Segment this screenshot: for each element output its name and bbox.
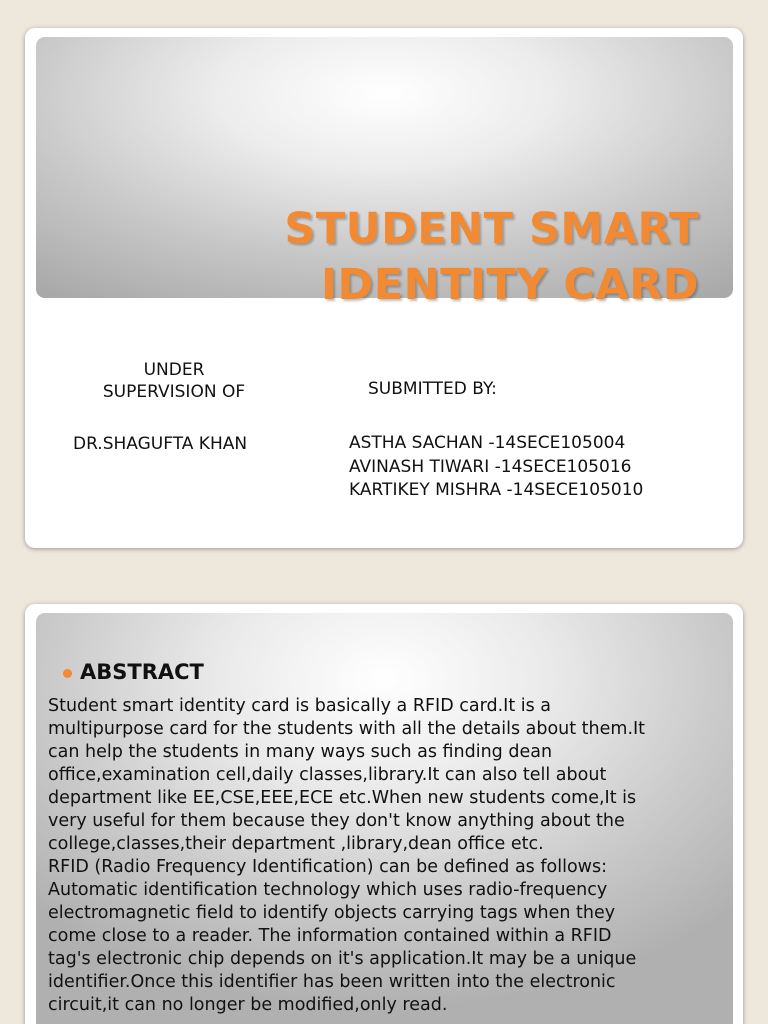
abstract-line: circuit,it can no longer be modified,only read.: [48, 995, 448, 1015]
abstract-line: college,classes,their department ,library,dean office etc.: [48, 834, 544, 854]
supervision-label-line-1: UNDER: [143, 360, 205, 380]
slide-title-line-2: IDENTITY CARD: [321, 260, 699, 310]
title-panel: [36, 37, 733, 310]
slide-title-line-1: STUDENT SMART: [284, 204, 699, 254]
abstract-body: [48, 695, 728, 1017]
member-name: AVINASH TIWARI -14SECE105016: [349, 456, 632, 477]
supervision-label: [89, 359, 259, 403]
supervisor-name: DR.SHAGUFTA KHAN: [73, 434, 248, 454]
abstract-line: Student smart identity card is basically a RFID card.It is a: [48, 696, 552, 716]
submitted-by-label: SUBMITTED BY:: [368, 379, 497, 399]
abstract-line: department like EE,CSE,EEE,ECE etc.When new students come,It is: [48, 788, 637, 808]
abstract-line: RFID (Radio Frequency Identification) can be defined as follows:: [48, 857, 607, 877]
member-name: ASTHA SACHAN -14SECE105004: [349, 433, 626, 453]
member-list: [349, 432, 643, 503]
abstract-heading: ABSTRACT: [80, 660, 204, 684]
bullet-dot-icon: [63, 669, 72, 678]
member-name: KARTIKEY MISHRA -14SECE105010: [349, 480, 644, 500]
abstract-line: come close to a reader. The information contained within a RFID: [48, 926, 612, 946]
abstract-line: office,examination cell,daily classes,library.It can also tell about: [48, 765, 607, 785]
abstract-line: very useful for them because they don't know anything about the: [48, 811, 625, 831]
abstract-slide: [25, 604, 743, 1024]
abstract-line: identifier.Once this identifier has been written into the electronic: [48, 972, 616, 992]
abstract-line: electromagnetic field to identify objects carrying tags when they: [48, 903, 616, 923]
abstract-line: can help the students in many ways such as finding dean: [48, 742, 553, 762]
abstract-line: multipurpose card for the students with all the details about them.It: [48, 719, 646, 739]
abstract-line: tag's electronic chip depends on it's application.It may be a unique: [48, 949, 637, 969]
title-slide: [25, 28, 743, 548]
abstract-line: Automatic identification technology which uses radio-frequency: [48, 880, 608, 900]
supervision-label-line-2: SUPERVISION OF: [102, 382, 246, 402]
abstract-panel: [36, 613, 733, 1024]
slide-title: [284, 201, 699, 313]
